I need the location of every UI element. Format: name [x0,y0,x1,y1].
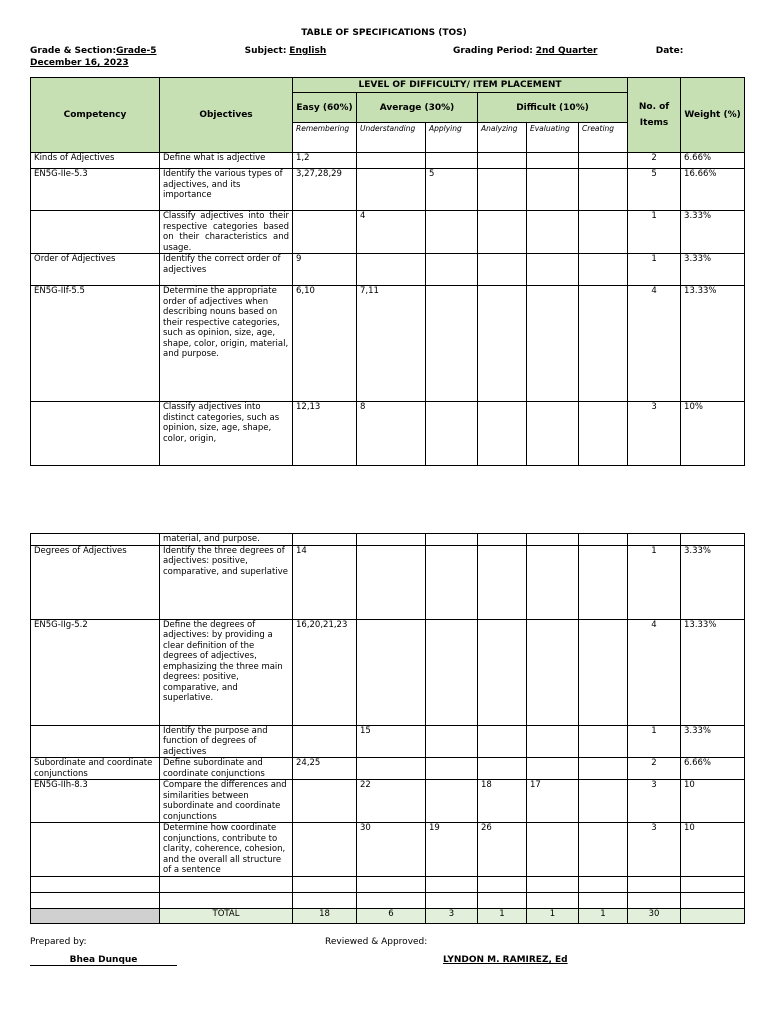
table-row [31,534,745,546]
cell-weight [681,534,745,546]
cell-items: 1 [628,725,681,758]
table-row [31,169,745,211]
table-row [31,254,745,286]
cell-applying [426,286,478,402]
cell-analyzing [478,534,527,546]
cell-understanding: 22 [357,780,426,823]
prepared-label: Prepared by: [30,937,87,947]
cell-objective: Identify the purpose and function of degrees of adjectives [160,725,293,758]
cell-evaluating [527,254,579,286]
cell-understanding [357,877,426,893]
cell-understanding [357,169,426,211]
cell-creating [579,534,628,546]
header-level: LEVEL OF DIFFICULTY/ ITEM PLACEMENT [293,78,628,93]
cell-objective: Identify the three degrees of adjectives: positive, comparative, and superlative [160,545,293,619]
cell-items: 4 [628,619,681,725]
cell-understanding [357,893,426,909]
cell-understanding [357,758,426,780]
header-competency: Competency [31,78,160,153]
header-remembering: Remembering [293,123,357,153]
cell-evaluating [527,619,579,725]
cell-weight [681,893,745,909]
grade-value: Grade-5 [116,46,157,56]
table-row [31,619,745,725]
cell-evaluating [527,893,579,909]
cell-competency: Order of Adjectives [31,254,160,286]
subject-value: English [289,46,327,56]
cell-remembering [293,823,357,877]
cell-understanding [357,254,426,286]
cell-analyzing [478,286,527,402]
table-row [31,286,745,402]
cell-items: 1 [628,254,681,286]
cell-evaluating [527,534,579,546]
cell-evaluating [527,211,579,254]
cell-competency: EN5G-IIh-8.3 [31,780,160,823]
cell-objective: Classify adjectives into distinct categories, such as opinion, size, age, shape, color, origin, [160,402,293,466]
cell-applying [426,877,478,893]
total-analyzing: 1 [478,909,527,924]
cell-objective: Define what is adjective [160,153,293,169]
total-blank [31,909,160,924]
cell-analyzing: 18 [478,780,527,823]
cell-remembering [293,725,357,758]
total-applying: 3 [426,909,478,924]
cell-applying [426,153,478,169]
cell-analyzing [478,169,527,211]
cell-objective: Define the degrees of adjectives: by providing a clear definition of the degrees of adjectives, emphasizing the three main degrees: positive, comparative, and superlative. [160,619,293,725]
cell-competency [31,823,160,877]
cell-creating [579,758,628,780]
cell-remembering: 16,20,21,23 [293,619,357,725]
prepared-name: Bhea Dunque [69,955,138,965]
cell-competency: EN5G-IIg-5.2 [31,619,160,725]
cell-weight: 16.66% [681,169,745,211]
cell-applying [426,725,478,758]
cell-weight: 13.33% [681,619,745,725]
cell-items [628,893,681,909]
cell-competency [31,877,160,893]
header-evaluating: Evaluating [527,123,579,153]
cell-remembering: 6,10 [293,286,357,402]
cell-competency: Degrees of Adjectives [31,545,160,619]
table-row [31,153,745,169]
cell-analyzing [478,254,527,286]
cell-remembering: 1,2 [293,153,357,169]
cell-remembering [293,780,357,823]
cell-applying [426,402,478,466]
cell-creating [579,286,628,402]
cell-objective: Determine the appropriate order of adjectives when describing nouns based on their respective categories, such as opinion, size, age, shape, color, origin, material, and purpose. [160,286,293,402]
cell-objective: Identify the correct order of adjectives [160,254,293,286]
date-value: December 16, 2023 [30,58,129,68]
cell-competency: EN5G-IIf-5.5 [31,286,160,402]
cell-remembering: 3,27,28,29 [293,169,357,211]
document-title: TABLE OF SPECIFICATIONS (TOS) [301,28,467,38]
cell-remembering [293,877,357,893]
cell-remembering: 9 [293,254,357,286]
cell-applying [426,545,478,619]
header-understanding: Understanding [357,123,426,153]
cell-analyzing [478,725,527,758]
cell-analyzing [478,545,527,619]
cell-items [628,534,681,546]
cell-items: 1 [628,211,681,254]
cell-objective: Define subordinate and coordinate conjunctions [160,758,293,780]
cell-objective: Determine how coordinate conjunctions, contribute to clarity, coherence, cohesion, and the overall all structure of a sentence [160,823,293,877]
cell-creating [579,619,628,725]
header-analyzing: Analyzing [478,123,527,153]
table-row [31,877,745,893]
cell-competency [31,893,160,909]
cell-understanding: 8 [357,402,426,466]
cell-weight: 6.66% [681,758,745,780]
cell-objective: Identify the various types of adjectives, and its importance [160,169,293,211]
cell-items: 3 [628,780,681,823]
cell-creating [579,402,628,466]
cell-understanding [357,619,426,725]
cell-competency [31,211,160,254]
header-creating: Creating [579,123,628,153]
cell-applying [426,893,478,909]
cell-creating [579,153,628,169]
cell-remembering [293,893,357,909]
table-row [31,545,745,619]
cell-weight: 3.33% [681,725,745,758]
cell-understanding: 4 [357,211,426,254]
cell-items [628,877,681,893]
cell-creating [579,725,628,758]
cell-objective [160,893,293,909]
cell-creating [579,893,628,909]
cell-objective [160,877,293,893]
cell-weight: 13.33% [681,286,745,402]
cell-remembering: 12,13 [293,402,357,466]
cell-evaluating [527,286,579,402]
cell-competency: EN5G-IIe-5.3 [31,169,160,211]
cell-analyzing: 26 [478,823,527,877]
prepared-name-line [30,955,177,966]
cell-evaluating [527,169,579,211]
table-row [31,893,745,909]
cell-analyzing [478,402,527,466]
header-average: Average (30%) [357,93,478,123]
cell-analyzing [478,893,527,909]
cell-weight: 3.33% [681,211,745,254]
period-label: Grading Period: [453,46,533,56]
cell-items: 2 [628,153,681,169]
cell-objective: material, and purpose. [160,534,293,546]
cell-weight: 10% [681,402,745,466]
cell-evaluating [527,877,579,893]
cell-creating [579,545,628,619]
cell-creating [579,823,628,877]
header-objectives: Objectives [160,78,293,153]
cell-competency: Subordinate and coordinate conjunctions [31,758,160,780]
cell-applying [426,254,478,286]
table-row [31,780,745,823]
cell-competency [31,402,160,466]
cell-applying [426,211,478,254]
total-row [31,909,745,924]
cell-evaluating [527,402,579,466]
date-label: Date: [655,46,684,56]
cell-applying [426,619,478,725]
cell-evaluating [527,823,579,877]
tos-table-page1 [30,77,745,466]
reviewed-name-line [443,955,568,965]
cell-competency [31,534,160,546]
cell-analyzing [478,619,527,725]
header-weight: Weight (%) [681,78,745,153]
cell-applying [426,780,478,823]
cell-competency: Kinds of Adjectives [31,153,160,169]
cell-understanding: 15 [357,725,426,758]
total-items: 30 [628,909,681,924]
cell-evaluating: 17 [527,780,579,823]
cell-items: 3 [628,402,681,466]
cell-creating [579,211,628,254]
reviewed-label: Reviewed & Approved: [325,937,428,947]
cell-items: 3 [628,823,681,877]
cell-items: 1 [628,545,681,619]
cell-items: 5 [628,169,681,211]
cell-creating [579,169,628,211]
header-difficult: Difficult (10%) [478,93,628,123]
cell-understanding [357,153,426,169]
cell-creating [579,780,628,823]
period-value: 2nd Quarter [535,46,598,56]
total-weight [681,909,745,924]
cell-evaluating [527,758,579,780]
reviewed-name: LYNDON M. RAMIREZ, Ed [443,955,568,965]
header-easy: Easy (60%) [293,93,357,123]
tos-table-page2 [30,533,745,924]
cell-remembering: 14 [293,545,357,619]
cell-weight: 3.33% [681,545,745,619]
table-row [31,758,745,780]
cell-evaluating [527,545,579,619]
cell-items: 4 [628,286,681,402]
cell-applying: 5 [426,169,478,211]
cell-weight: 6.66% [681,153,745,169]
cell-competency [31,725,160,758]
total-label: TOTAL [160,909,293,924]
cell-applying [426,758,478,780]
header-items: No. of Items [628,78,681,153]
subject-label: Subject: [244,46,287,56]
table-row [31,211,745,254]
cell-analyzing [478,153,527,169]
table-row [31,823,745,877]
table-row [31,402,745,466]
cell-objective: Compare the differences and similarities between subordinate and coordinate conjunctions [160,780,293,823]
cell-items: 2 [628,758,681,780]
cell-analyzing [478,211,527,254]
cell-objective: Classify adjectives into their respective categories based on their characteristics and usage. [160,211,293,254]
cell-creating [579,877,628,893]
total-remembering: 18 [293,909,357,924]
table-row [31,725,745,758]
cell-remembering [293,211,357,254]
cell-weight [681,877,745,893]
cell-analyzing [478,877,527,893]
cell-weight: 10 [681,780,745,823]
cell-understanding: 7,11 [357,286,426,402]
cell-understanding [357,545,426,619]
header-applying: Applying [426,123,478,153]
cell-applying: 19 [426,823,478,877]
cell-weight: 10 [681,823,745,877]
cell-understanding [357,534,426,546]
cell-evaluating [527,153,579,169]
cell-understanding: 30 [357,823,426,877]
cell-analyzing [478,758,527,780]
cell-evaluating [527,725,579,758]
total-creating: 1 [579,909,628,924]
cell-remembering: 24,25 [293,758,357,780]
cell-creating [579,254,628,286]
cell-applying [426,534,478,546]
total-evaluating: 1 [527,909,579,924]
cell-remembering [293,534,357,546]
document-meta [30,45,750,69]
grade-label: Grade & Section: [30,46,117,56]
cell-weight: 3.33% [681,254,745,286]
total-understanding: 6 [357,909,426,924]
